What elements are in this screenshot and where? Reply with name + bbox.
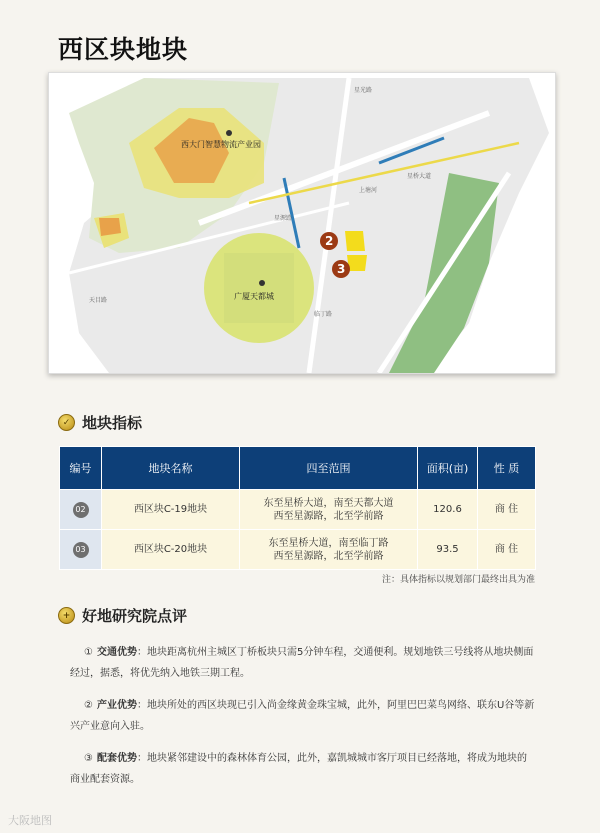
table-row: [60, 530, 536, 570]
plot-type: 商 住: [478, 490, 536, 530]
plot-range: 东至星桥大道，南至临丁路 西至星源路，北至学前路: [240, 530, 418, 570]
row-number: 03: [73, 542, 89, 558]
col-area: 面积(亩): [418, 447, 478, 490]
review-item-amenity: ③ 配套优势：地块紧邻建设中的森林体育公园，此外，嘉凯城城市客厅项目已经落地，将成为地块的商业配套资源。: [70, 753, 527, 785]
plot-name: 西区块C-19地块: [102, 490, 240, 530]
table-note: 注：具体指标以规划部门最终出具为准: [381, 575, 535, 585]
plot-area: 93.5: [418, 530, 478, 570]
map-label-guangsha-city: 广厦天都城: [234, 292, 274, 301]
plot-marker-3: 3: [337, 262, 346, 276]
plot-type: 商 住: [478, 530, 536, 570]
map-label-road-shangtang: 上塘河: [359, 187, 378, 194]
plot-range: 东至星桥大道，南至天都大道 西至星源路，北至学前路: [240, 490, 418, 530]
plot-marker-2: 2: [325, 234, 334, 248]
site-map: [48, 72, 556, 374]
map-label-road-xingyuan: 星源路: [274, 215, 293, 222]
review-item-traffic: ① 交通优势：地块距离杭州主城区丁桥板块只需5分钟车程，交通便利。规划地铁三号线将从地块侧面经过，据悉，将优先纳入地铁三期工程。: [70, 647, 534, 679]
gold-badge-icon: +: [58, 607, 75, 624]
page-title: 西区块地块: [58, 35, 189, 64]
review-item-industry: ② 产业优势：地块所处的西区块现已引入尚金缘黄金珠宝城，此外，阿里巴巴菜鸟网络、联东U谷等新兴产业意向入驻。: [70, 700, 535, 732]
review-heading: [58, 605, 187, 626]
map-label-road-north: 星光路: [354, 87, 373, 94]
table-row: [60, 490, 536, 530]
map-label-logistics-park: 西大门智慧物流产业园: [181, 140, 261, 149]
review-heading-text: 好地研究院点评: [82, 607, 188, 625]
gold-badge-icon: ✓: [58, 414, 75, 431]
map-label-road-tianmu: 天目路: [89, 297, 108, 304]
map-label-road-linding: 临丁路: [314, 311, 333, 318]
metrics-table: [59, 446, 536, 570]
col-range: 四至范围: [240, 447, 418, 490]
col-name: 地块名称: [102, 447, 240, 490]
table-header-row: [60, 447, 536, 490]
watermark: 大阪地图: [8, 814, 52, 827]
plot-name: 西区块C-20地块: [102, 530, 240, 570]
map-label-road-xingqiao: 星桥大道: [407, 173, 432, 180]
col-no: 编号: [60, 447, 102, 490]
col-type: 性 质: [478, 447, 536, 490]
metrics-heading: [58, 412, 142, 433]
row-number: 02: [73, 502, 89, 518]
plot-area: 120.6: [418, 490, 478, 530]
metrics-heading-text: 地块指标: [82, 414, 143, 432]
